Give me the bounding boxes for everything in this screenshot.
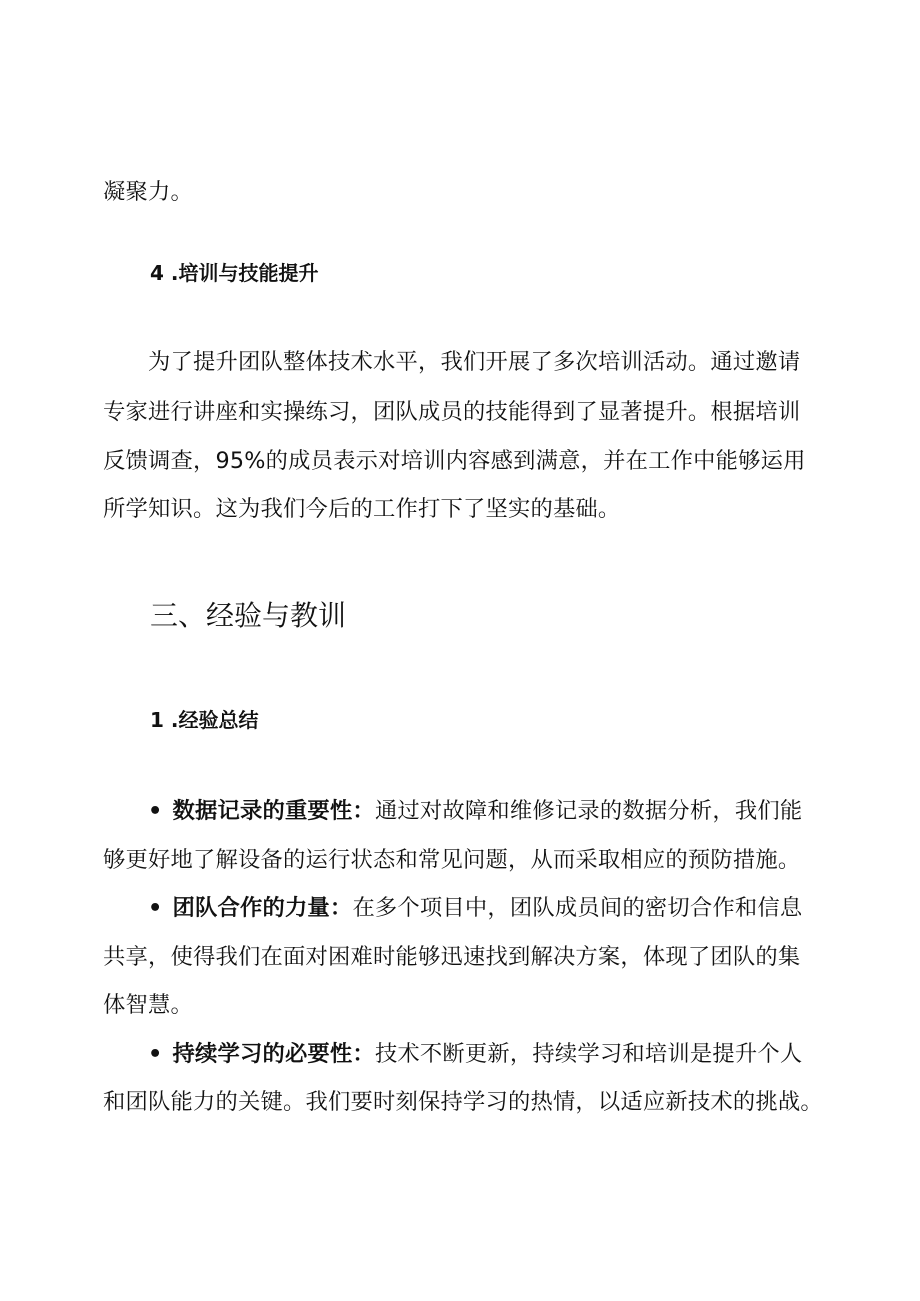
training-paragraph-line: 反馈调查，95%的成员表示对培训内容感到满意，并在工作中能够运用 bbox=[103, 448, 806, 474]
experience-subheading: 1 .经验总结 bbox=[150, 708, 259, 732]
bullet-term: 团队合作的力量： bbox=[172, 895, 353, 921]
bullet-continuation-line: 和团队能力的关键。我们要时刻保持学习的热情，以适应新技术的挑战。 bbox=[103, 1089, 823, 1115]
bullet-icon: • bbox=[148, 895, 163, 921]
bullet-text: 通过对故障和维修记录的数据分析，我们能 bbox=[374, 798, 803, 824]
training-paragraph-line: 为了提升团队整体技术水平，我们开展了多次培训活动。通过邀请 bbox=[148, 349, 801, 375]
bullet-term: 数据记录的重要性： bbox=[172, 798, 375, 824]
bullet-continuation-line: 体智慧。 bbox=[103, 992, 193, 1018]
bullet-text: 在多个项目中，团队成员间的密切合作和信息 bbox=[352, 895, 803, 921]
bullet-continuation-line: 共享，使得我们在面对困难时能够迅速找到解决方案，体现了团队的集 bbox=[103, 944, 801, 970]
section-title: 三、经验与教训 bbox=[150, 599, 347, 632]
bullet-term: 持续学习的必要性： bbox=[172, 1041, 375, 1067]
training-heading: 4 .培训与技能提升 bbox=[150, 261, 319, 285]
training-paragraph-line: 专家进行讲座和实操练习，团队成员的技能得到了显著提升。根据培训 bbox=[103, 399, 801, 425]
bullet-item bbox=[148, 1039, 868, 1069]
training-paragraph-line: 所学知识。这为我们今后的工作打下了坚实的基础。 bbox=[103, 496, 621, 522]
bullet-item bbox=[148, 796, 868, 826]
bullet-icon: • bbox=[148, 1041, 163, 1067]
continuation-line: 凝聚力。 bbox=[103, 179, 193, 205]
bullet-text: 技术不断更新，持续学习和培训是提升个人 bbox=[374, 1041, 803, 1067]
bullet-continuation-line: 够更好地了解设备的运行状态和常见问题，从而采取相应的预防措施。 bbox=[103, 847, 801, 873]
bullet-icon: • bbox=[148, 798, 163, 824]
bullet-item bbox=[148, 893, 868, 923]
